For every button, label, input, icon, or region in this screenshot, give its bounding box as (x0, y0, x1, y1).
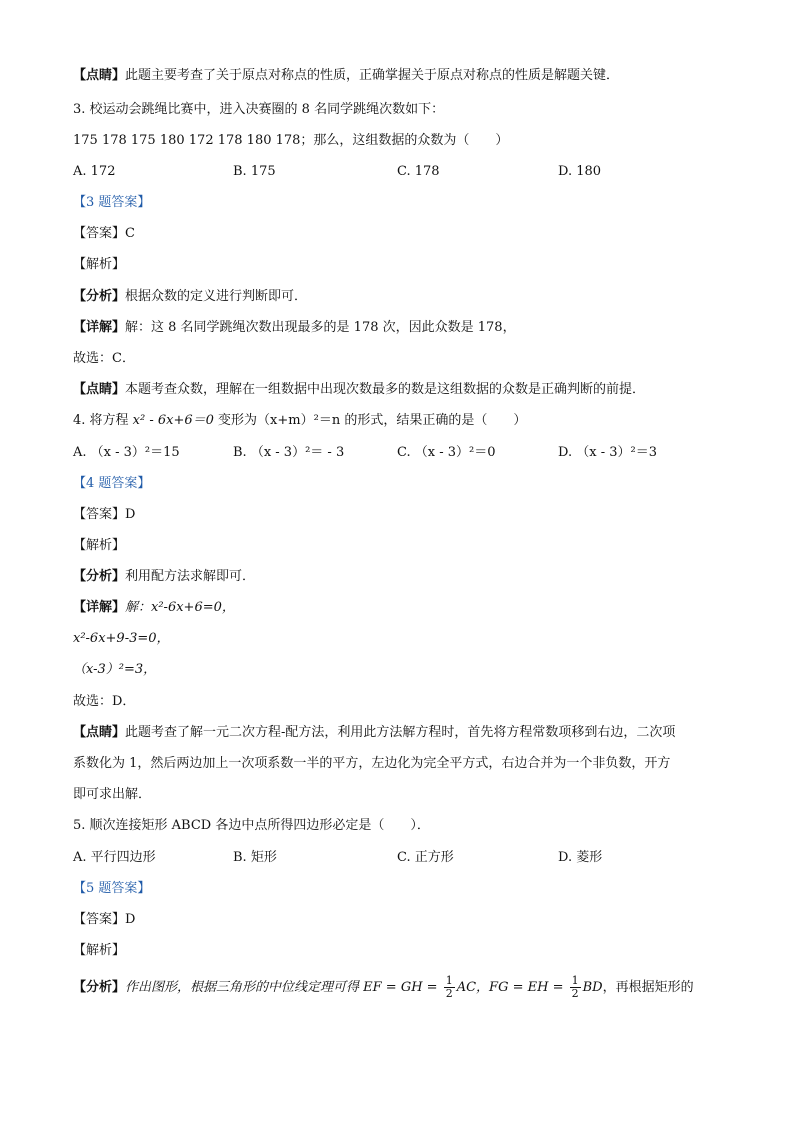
q5-analysis-heading: 【解析】 (73, 943, 126, 958)
dianjing-line-q2 (73, 67, 619, 85)
dianjing-text: 本题考查众数，理解在一组数据中出现次数最多的数是这组数据的众数是正确判断的前提． (125, 382, 646, 397)
q4-option-b: B. （x - 3）²＝ - 3 (233, 445, 345, 460)
q4-step-2: （x-3）²=3， (73, 662, 157, 677)
fenxi-text: 根据众数的定义进行判断即可． (125, 289, 308, 304)
fenxi-tag: 【分析】 (73, 289, 126, 304)
q5-option-d: D. 菱形 (558, 850, 603, 865)
q4-option-d: D. （x - 3）²＝3 (558, 445, 657, 460)
q3-answer-heading: 【3 题答案】 (73, 195, 151, 210)
xiangjie-tag: 【详解】 (73, 320, 126, 335)
q3-analysis-heading: 【解析】 (73, 257, 126, 272)
fenxi-text-mid: ，FG = EH = (476, 980, 568, 995)
fraction-numerator: 1 (445, 974, 453, 987)
dianjing-tag: 【点睛】 (73, 725, 126, 740)
q4-fenxi-line (73, 568, 255, 586)
q5-answer-heading: 【5 题答案】 (73, 881, 151, 896)
q3-dianjing-line (73, 381, 645, 399)
q4-choose: 故选：D． (73, 694, 136, 709)
xiangjie-tag: 【详解】 (73, 600, 126, 615)
q4-answer: 【答案】D (73, 507, 136, 522)
fraction-numerator: 1 (571, 974, 579, 987)
q4-xiangjie-line (73, 599, 235, 617)
q3-xiangjie-line (73, 319, 516, 337)
q5-answer: 【答案】D (73, 912, 136, 927)
q3-option-b: B. 175 (233, 164, 276, 179)
q4-analysis-heading: 【解析】 (73, 538, 126, 553)
q4-dianjing-line-1 (73, 724, 675, 742)
dianjing-tag: 【点睛】 (73, 68, 126, 83)
fenxi-text-pre: 作出图形，根据三角形的中位线定理可得 EF = GH = (125, 980, 442, 995)
q4-dianjing-line-3: 即可求出解． (73, 787, 152, 802)
q5-option-c: C. 正方形 (397, 850, 454, 865)
fenxi-bd: BD (582, 980, 603, 995)
fraction-half-2 (570, 975, 581, 1000)
fenxi-text: 利用配方法求解即可． (125, 569, 256, 584)
dianjing-text: 此题主要考查了关于原点对称点的性质，正确掌握关于原点对称点的性质是解题关键． (125, 68, 620, 83)
q5-stem: 5. 顺次连接矩形 ABCD 各边中点所得四边形必定是（ ）． (73, 818, 430, 833)
fraction-half-1 (444, 975, 455, 1000)
q5-option-a: A. 平行四边形 (73, 850, 156, 865)
fenxi-text-post: ，再根据矩形的 (602, 980, 694, 995)
dianjing-text: 此题考查了解一元二次方程-配方法，利用此方法解方程时，首先将方程常数项移到右边，二次项 (125, 725, 676, 740)
q4-stem-rest: 变形为（x+m）²＝n 的形式，结果正确的是（ ） (213, 413, 527, 428)
q3-answer: 【答案】C (73, 226, 135, 241)
q3-choose: 故选：C． (73, 351, 135, 366)
q5-option-b: B. 矩形 (233, 850, 277, 865)
fraction-denominator: 2 (445, 987, 453, 1000)
fraction-denominator: 2 (571, 987, 579, 1000)
q3-data: 175 178 175 180 172 178 180 178；那么，这组数据的众数为（ ） (73, 133, 509, 148)
q4-stem-pre: 4. 将方程 (73, 413, 133, 428)
xiangjie-text: 解：这 8 名同学跳绳次数出现最多的是 178 次，因此众数是 178， (125, 320, 516, 335)
fenxi-ac: AC (456, 980, 477, 995)
q4-stem-equation: x² - 6x+6＝0 (132, 413, 214, 428)
dianjing-tag: 【点睛】 (73, 382, 126, 397)
q4-dianjing-line-2: 系数化为 1，然后两边加上一次项系数一半的平方，左边化为完全平方式，右边合并为一个非负数，开方 (73, 756, 671, 771)
q4-option-c: C. （x - 3）²＝0 (397, 445, 496, 460)
q4-option-a: A. （x - 3）²＝15 (73, 445, 180, 460)
q3-option-a: A. 172 (73, 164, 116, 179)
q3-option-d: D. 180 (558, 164, 602, 179)
q4-stem (73, 412, 526, 430)
q3-stem: 3. 校运动会跳绳比赛中，进入决赛圈的 8 名同学跳绳次数如下： (73, 102, 445, 117)
q3-fenxi-line (73, 288, 307, 306)
fenxi-tag: 【分析】 (73, 980, 126, 995)
q4-step-1: x²-6x+9-3=0， (73, 631, 170, 646)
xiangjie-text: 解：x²-6x+6=0， (125, 600, 235, 615)
q5-fenxi-line (73, 975, 694, 1001)
q3-option-c: C. 178 (397, 164, 440, 179)
q4-answer-heading: 【4 题答案】 (73, 476, 151, 491)
fenxi-tag: 【分析】 (73, 569, 126, 584)
